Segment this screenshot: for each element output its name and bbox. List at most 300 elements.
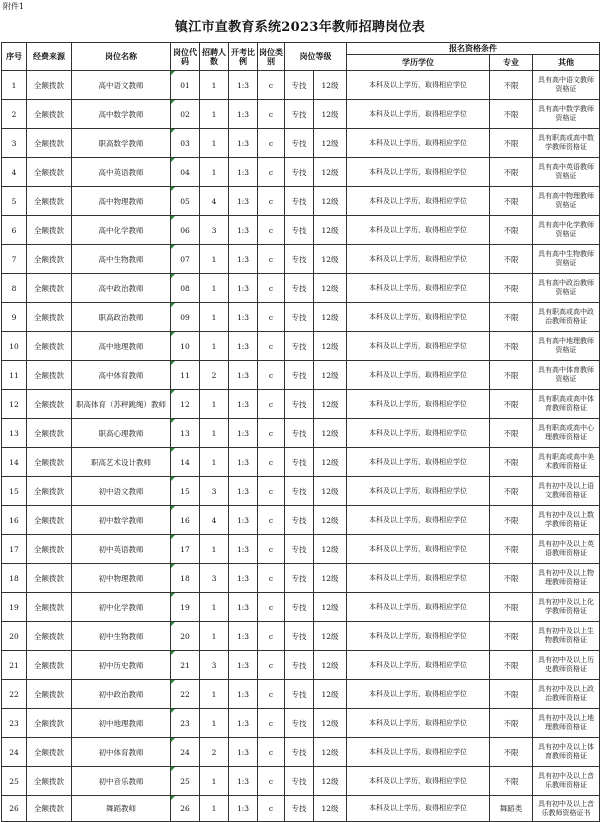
level-type-cell: 专技 [285,158,314,187]
category-cell: c [258,506,285,535]
position-cell: 高中语文教师 [72,71,171,100]
other-cell: 具有初中及以上生物教师资格证 [533,622,600,651]
table-row [2,448,600,477]
seq-cell: 18 [2,564,27,593]
table-body [2,71,600,822]
position-cell: 高中生物教师 [72,245,171,274]
level-type-cell: 专技 [285,361,314,390]
count-cell: 4 [200,187,229,216]
other-cell: 具有初中及以上数学教师资格证 [533,506,600,535]
level-cell: 12级 [314,709,347,738]
seq-cell: 9 [2,303,27,332]
table-row [2,564,600,593]
seq-cell: 13 [2,419,27,448]
funding-cell: 全额拨款 [27,332,72,361]
other-cell: 具有初中及以上语文教师资格证 [533,477,600,506]
level-type-cell: 专技 [285,796,314,822]
position-cell: 初中物理教师 [72,564,171,593]
major-cell: 不限 [490,738,533,767]
funding-cell: 全额拨款 [27,680,72,709]
major-cell: 不限 [490,303,533,332]
count-cell: 1 [200,129,229,158]
table-row [2,738,600,767]
education-cell: 本科及以上学历，取得相应学位 [347,100,490,129]
category-cell: c [258,419,285,448]
level-type-cell: 专技 [285,767,314,796]
education-cell: 本科及以上学历，取得相应学位 [347,535,490,564]
level-cell: 12级 [314,216,347,245]
major-cell: 不限 [490,245,533,274]
funding-cell: 全额拨款 [27,129,72,158]
code-cell: 10 [171,332,200,361]
header-ratio: 开考比例 [229,43,258,71]
level-cell: 12级 [314,245,347,274]
count-cell: 1 [200,535,229,564]
education-cell: 本科及以上学历，取得相应学位 [347,274,490,303]
level-type-cell: 专技 [285,303,314,332]
major-cell: 不限 [490,593,533,622]
header-level: 岗位等级 [285,43,347,71]
count-cell: 1 [200,622,229,651]
category-cell: c [258,593,285,622]
category-cell: c [258,796,285,822]
category-cell: c [258,680,285,709]
funding-cell: 全额拨款 [27,216,72,245]
major-cell: 不限 [490,390,533,419]
funding-cell: 全额拨款 [27,535,72,564]
table-row [2,216,600,245]
count-cell: 3 [200,477,229,506]
code-cell: 08 [171,274,200,303]
table-row [2,332,600,361]
count-cell: 3 [200,564,229,593]
ratio-cell: 1:3 [229,506,258,535]
count-cell: 1 [200,390,229,419]
education-cell: 本科及以上学历，取得相应学位 [347,593,490,622]
code-cell: 07 [171,245,200,274]
level-type-cell: 专技 [285,187,314,216]
education-cell: 本科及以上学历，取得相应学位 [347,680,490,709]
count-cell: 1 [200,71,229,100]
seq-cell: 12 [2,390,27,419]
funding-cell: 全额拨款 [27,187,72,216]
ratio-cell: 1:3 [229,738,258,767]
table-row [2,71,600,100]
ratio-cell: 1:3 [229,535,258,564]
category-cell: c [258,361,285,390]
seq-cell: 4 [2,158,27,187]
code-cell: 19 [171,593,200,622]
position-cell: 初中生物教师 [72,622,171,651]
table-row [2,680,600,709]
table-row [2,361,600,390]
position-cell: 初中化学教师 [72,593,171,622]
table-row [2,651,600,680]
position-cell: 高中化学教师 [72,216,171,245]
count-cell: 1 [200,680,229,709]
funding-cell: 全额拨款 [27,274,72,303]
major-cell: 不限 [490,680,533,709]
count-cell: 1 [200,419,229,448]
major-cell: 不限 [490,129,533,158]
level-cell: 12级 [314,651,347,680]
education-cell: 本科及以上学历，取得相应学位 [347,245,490,274]
other-cell: 具有高中政治教师资格证 [533,274,600,303]
level-cell: 12级 [314,332,347,361]
header-qualifications: 报名资格条件 [347,43,600,55]
other-cell: 具有初中及以上历史教师资格证 [533,651,600,680]
table-row [2,506,600,535]
other-cell: 具有初中及以上音乐教师资格证 [533,767,600,796]
code-cell: 18 [171,564,200,593]
position-cell: 初中音乐教师 [72,767,171,796]
level-type-cell: 专技 [285,419,314,448]
funding-cell: 全额拨款 [27,738,72,767]
code-cell: 21 [171,651,200,680]
ratio-cell: 1:3 [229,709,258,738]
level-type-cell: 专技 [285,245,314,274]
table-row [2,158,600,187]
funding-cell: 全额拨款 [27,390,72,419]
level-cell: 12级 [314,593,347,622]
header-funding: 经费来源 [27,43,72,71]
level-type-cell: 专技 [285,390,314,419]
count-cell: 1 [200,303,229,332]
level-cell: 12级 [314,390,347,419]
table-row [2,303,600,332]
level-cell: 12级 [314,187,347,216]
header-code: 岗位代码 [171,43,200,71]
education-cell: 本科及以上学历，取得相应学位 [347,767,490,796]
header-seq: 序号 [2,43,27,71]
level-type-cell: 专技 [285,622,314,651]
count-cell: 2 [200,738,229,767]
seq-cell: 10 [2,332,27,361]
ratio-cell: 1:3 [229,390,258,419]
level-cell: 12级 [314,100,347,129]
ratio-cell: 1:3 [229,158,258,187]
level-cell: 12级 [314,274,347,303]
ratio-cell: 1:3 [229,187,258,216]
major-cell: 不限 [490,709,533,738]
category-cell: c [258,129,285,158]
category-cell: c [258,767,285,796]
education-cell: 本科及以上学历，取得相应学位 [347,129,490,158]
position-cell: 职高体育（苏秤跳绳）教师 [72,390,171,419]
seq-cell: 15 [2,477,27,506]
other-cell: 具有初中及以上音乐教师资格证书 [533,796,600,822]
major-cell: 不限 [490,71,533,100]
code-cell: 26 [171,796,200,822]
ratio-cell: 1:3 [229,129,258,158]
funding-cell: 全额拨款 [27,767,72,796]
count-cell: 1 [200,245,229,274]
funding-cell: 全额拨款 [27,506,72,535]
major-cell: 不限 [490,535,533,564]
count-cell: 1 [200,274,229,303]
ratio-cell: 1:3 [229,419,258,448]
funding-cell: 全额拨款 [27,419,72,448]
position-cell: 初中地理教师 [72,709,171,738]
education-cell: 本科及以上学历，取得相应学位 [347,419,490,448]
table-row [2,274,600,303]
major-cell: 不限 [490,187,533,216]
level-type-cell: 专技 [285,593,314,622]
major-cell: 不限 [490,100,533,129]
count-cell: 1 [200,158,229,187]
other-cell: 具有高中地理教师资格证 [533,332,600,361]
count-cell: 1 [200,767,229,796]
count-cell: 1 [200,796,229,822]
code-cell: 15 [171,477,200,506]
ratio-cell: 1:3 [229,796,258,822]
ratio-cell: 1:3 [229,564,258,593]
funding-cell: 全额拨款 [27,71,72,100]
position-cell: 高中英语教师 [72,158,171,187]
table-row [2,477,600,506]
major-cell: 不限 [490,216,533,245]
other-cell: 具有职高或高中体育教师资格证 [533,390,600,419]
other-cell: 具有初中及以上物理教师资格证 [533,564,600,593]
position-cell: 初中语文教师 [72,477,171,506]
level-type-cell: 专技 [285,738,314,767]
header-education: 学历学位 [347,55,490,71]
category-cell: c [258,245,285,274]
ratio-cell: 1:3 [229,361,258,390]
major-cell: 不限 [490,419,533,448]
seq-cell: 23 [2,709,27,738]
count-cell: 1 [200,100,229,129]
header-other: 其他 [533,55,600,71]
major-cell: 不限 [490,361,533,390]
category-cell: c [258,187,285,216]
category-cell: c [258,564,285,593]
other-cell: 具有职高或高中数学教师资格证 [533,129,600,158]
level-cell: 12级 [314,303,347,332]
page-title: 镇江市直教育系统2023年教师招聘岗位表 [174,20,426,35]
ratio-cell: 1:3 [229,622,258,651]
seq-cell: 21 [2,651,27,680]
table-row [2,129,600,158]
position-cell: 初中历史教师 [72,651,171,680]
code-cell: 24 [171,738,200,767]
major-cell: 不限 [490,767,533,796]
category-cell: c [258,158,285,187]
other-cell: 具有初中及以上地理教师资格证 [533,709,600,738]
category-cell: c [258,71,285,100]
ratio-cell: 1:3 [229,332,258,361]
major-cell: 不限 [490,622,533,651]
category-cell: c [258,709,285,738]
position-cell: 职高数学教师 [72,129,171,158]
level-type-cell: 专技 [285,651,314,680]
table-row [2,593,600,622]
code-cell: 22 [171,680,200,709]
position-cell: 职高艺术设计教师 [72,448,171,477]
other-cell: 具有职高或高中政治教师资格证 [533,303,600,332]
table-row [2,419,600,448]
level-cell: 12级 [314,71,347,100]
level-cell: 12级 [314,680,347,709]
category-cell: c [258,535,285,564]
ratio-cell: 1:3 [229,680,258,709]
seq-cell: 2 [2,100,27,129]
level-type-cell: 专技 [285,71,314,100]
count-cell: 2 [200,361,229,390]
position-cell: 初中数学教师 [72,506,171,535]
ratio-cell: 1:3 [229,71,258,100]
level-type-cell: 专技 [285,129,314,158]
education-cell: 本科及以上学历，取得相应学位 [347,187,490,216]
attachment-label: 附件1 [3,2,25,11]
table-row [2,535,600,564]
seq-cell: 19 [2,593,27,622]
major-cell: 不限 [490,506,533,535]
other-cell: 具有初中及以上英语教师资格证 [533,535,600,564]
major-cell: 舞蹈类 [490,796,533,822]
funding-cell: 全额拨款 [27,158,72,187]
level-type-cell: 专技 [285,477,314,506]
level-cell: 12级 [314,448,347,477]
education-cell: 本科及以上学历，取得相应学位 [347,332,490,361]
funding-cell: 全额拨款 [27,796,72,822]
category-cell: c [258,390,285,419]
category-cell: c [258,448,285,477]
position-cell: 初中英语教师 [72,535,171,564]
seq-cell: 6 [2,216,27,245]
education-cell: 本科及以上学历，取得相应学位 [347,216,490,245]
education-cell: 本科及以上学历，取得相应学位 [347,158,490,187]
position-cell: 职高政治教师 [72,303,171,332]
code-cell: 01 [171,71,200,100]
position-cell: 高中政治教师 [72,274,171,303]
header-major: 专业 [490,55,533,71]
seq-cell: 26 [2,796,27,822]
code-cell: 25 [171,767,200,796]
level-type-cell: 专技 [285,709,314,738]
level-cell: 12级 [314,564,347,593]
other-cell: 具有高中英语教师资格证 [533,158,600,187]
count-cell: 1 [200,709,229,738]
category-cell: c [258,477,285,506]
education-cell: 本科及以上学历，取得相应学位 [347,448,490,477]
seq-cell: 22 [2,680,27,709]
education-cell: 本科及以上学历，取得相应学位 [347,738,490,767]
seq-cell: 16 [2,506,27,535]
funding-cell: 全额拨款 [27,361,72,390]
header-count: 招聘人数 [200,43,229,71]
level-cell: 12级 [314,738,347,767]
level-cell: 12级 [314,361,347,390]
other-cell: 具有高中化学教师资格证 [533,216,600,245]
other-cell: 具有高中数学教师资格证 [533,100,600,129]
position-cell: 高中体育教师 [72,361,171,390]
recruitment-table [1,42,600,822]
other-cell: 具有高中物理教师资格证 [533,187,600,216]
code-cell: 17 [171,535,200,564]
count-cell: 3 [200,216,229,245]
ratio-cell: 1:3 [229,245,258,274]
table-row [2,100,600,129]
category-cell: c [258,332,285,361]
funding-cell: 全额拨款 [27,100,72,129]
seq-cell: 20 [2,622,27,651]
code-cell: 02 [171,100,200,129]
category-cell: c [258,622,285,651]
education-cell: 本科及以上学历，取得相应学位 [347,390,490,419]
level-cell: 12级 [314,796,347,822]
other-cell: 具有初中及以上化学教师资格证 [533,593,600,622]
level-cell: 12级 [314,419,347,448]
education-cell: 本科及以上学历，取得相应学位 [347,506,490,535]
level-type-cell: 专技 [285,680,314,709]
education-cell: 本科及以上学历，取得相应学位 [347,796,490,822]
header-category: 岗位类别 [258,43,285,71]
table-row [2,187,600,216]
category-cell: c [258,303,285,332]
ratio-cell: 1:3 [229,303,258,332]
position-cell: 初中政治教师 [72,680,171,709]
ratio-cell: 1:3 [229,593,258,622]
funding-cell: 全额拨款 [27,477,72,506]
seq-cell: 7 [2,245,27,274]
seq-cell: 5 [2,187,27,216]
code-cell: 12 [171,390,200,419]
education-cell: 本科及以上学历，取得相应学位 [347,709,490,738]
other-cell: 具有初中及以上政治教师资格证 [533,680,600,709]
code-cell: 09 [171,303,200,332]
seq-cell: 24 [2,738,27,767]
category-cell: c [258,216,285,245]
level-cell: 12级 [314,129,347,158]
code-cell: 16 [171,506,200,535]
level-type-cell: 专技 [285,506,314,535]
level-cell: 12级 [314,477,347,506]
category-cell: c [258,100,285,129]
ratio-cell: 1:3 [229,216,258,245]
table-row [2,709,600,738]
code-cell: 03 [171,129,200,158]
education-cell: 本科及以上学历，取得相应学位 [347,622,490,651]
seq-cell: 25 [2,767,27,796]
seq-cell: 17 [2,535,27,564]
count-cell: 1 [200,448,229,477]
code-cell: 11 [171,361,200,390]
funding-cell: 全额拨款 [27,564,72,593]
count-cell: 4 [200,506,229,535]
table-row [2,245,600,274]
seq-cell: 8 [2,274,27,303]
level-type-cell: 专技 [285,216,314,245]
level-cell: 12级 [314,506,347,535]
code-cell: 13 [171,419,200,448]
other-cell: 具有职高或高中心理教师资格证 [533,419,600,448]
major-cell: 不限 [490,477,533,506]
header-position: 岗位名称 [72,43,171,71]
seq-cell: 1 [2,71,27,100]
table-row [2,390,600,419]
table-row [2,767,600,796]
table-row [2,796,600,822]
code-cell: 05 [171,187,200,216]
education-cell: 本科及以上学历，取得相应学位 [347,303,490,332]
category-cell: c [258,738,285,767]
seq-cell: 14 [2,448,27,477]
level-cell: 12级 [314,158,347,187]
education-cell: 本科及以上学历，取得相应学位 [347,651,490,680]
major-cell: 不限 [490,274,533,303]
count-cell: 1 [200,593,229,622]
